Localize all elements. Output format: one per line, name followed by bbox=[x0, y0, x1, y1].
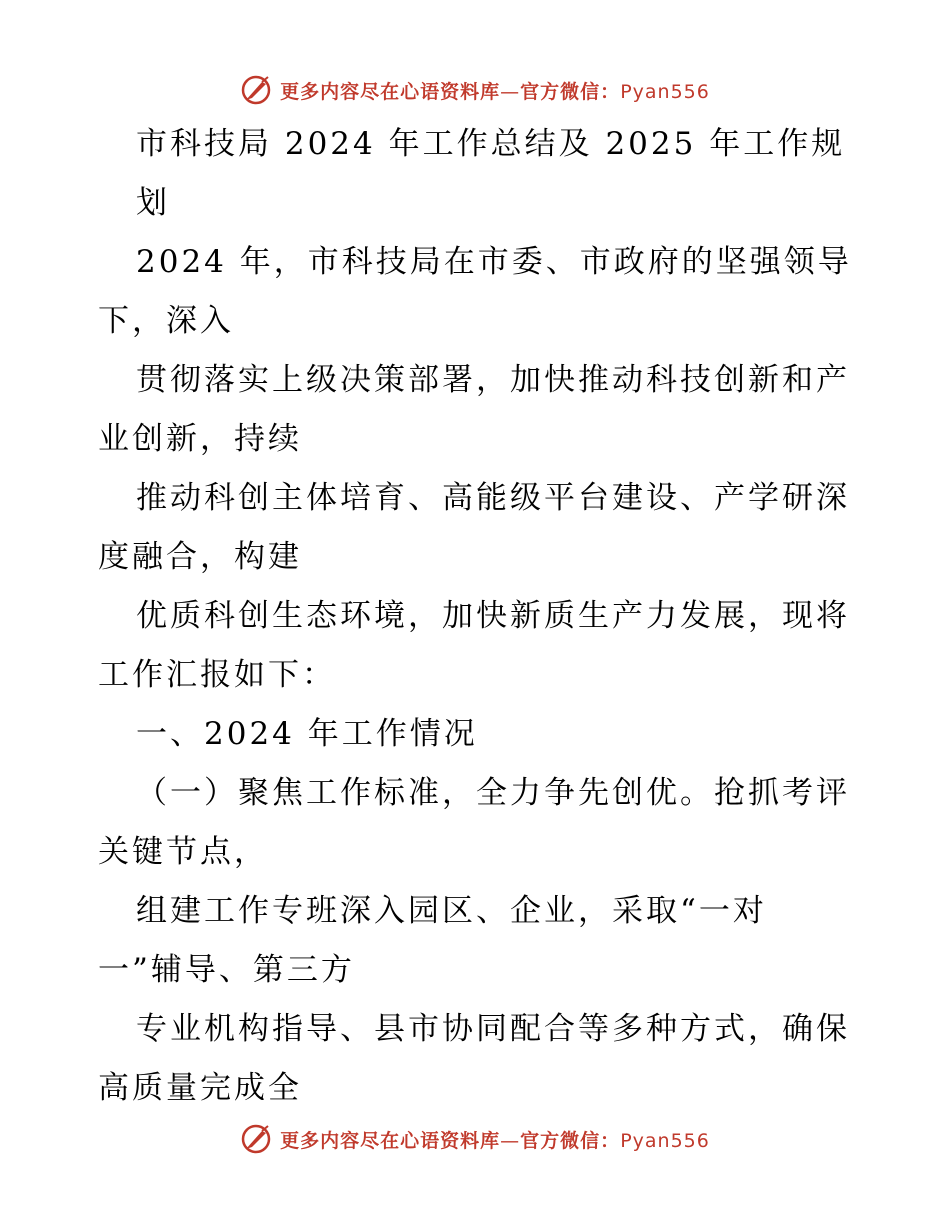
paragraph-line: 下，深入 bbox=[98, 303, 234, 339]
paragraph-line: 工作汇报如下： bbox=[98, 657, 336, 693]
paragraph-line: 推动科创主体培育、高能级平台建设、产学研深 bbox=[136, 480, 850, 516]
paragraph-line: 关键节点， bbox=[98, 834, 268, 870]
paragraph-line: 组建工作专班深入园区、企业，采取“一对 bbox=[136, 893, 767, 929]
document-title-line-1: 市科技局 2024 年工作总结及 2025 年工作规 bbox=[136, 126, 846, 162]
section-heading: 一、2024 年工作情况 bbox=[136, 716, 478, 752]
paragraph-line: 贯彻落实上级决策部署，加快推动科技创新和产 bbox=[136, 362, 850, 398]
paragraph-line: （一）聚焦工作标准，全力争先创优。抢抓考评 bbox=[136, 775, 850, 811]
quill-circle-logo-icon bbox=[240, 1123, 272, 1155]
watermark-text: 更多内容尽在心语资料库—官方微信：Pyan556 bbox=[280, 1129, 710, 1152]
paragraph-line: 专业机构指导、县市协同配合等多种方式，确保 bbox=[136, 1011, 850, 1047]
watermark-header bbox=[0, 70, 950, 110]
paragraph-line: 优质科创生态环境，加快新质生产力发展，现将 bbox=[136, 598, 850, 634]
paragraph-line: 2024 年，市科技局在市委、市政府的坚强领导 bbox=[136, 244, 852, 280]
paragraph-line: 度融合，构建 bbox=[98, 539, 302, 575]
quill-circle-logo-icon bbox=[240, 74, 272, 106]
paragraph-line: 业创新，持续 bbox=[98, 421, 302, 457]
paragraph-line: 一”辅导、第三方 bbox=[98, 952, 355, 988]
paragraph-line: 高质量完成全 bbox=[98, 1070, 302, 1106]
document-title-line-2: 划 bbox=[136, 185, 170, 221]
watermark-footer bbox=[0, 1119, 950, 1159]
watermark-text: 更多内容尽在心语资料库—官方微信：Pyan556 bbox=[280, 80, 710, 103]
